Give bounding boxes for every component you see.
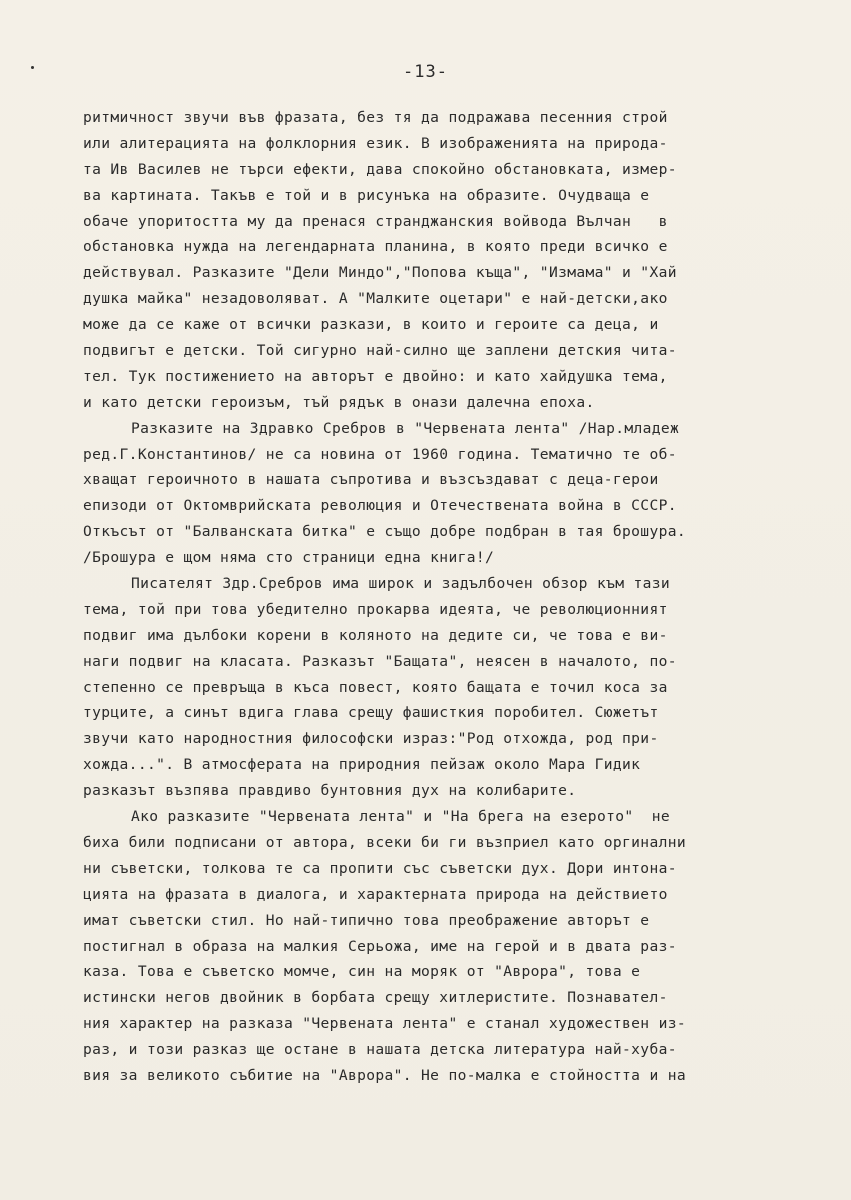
text-line: степенно се превръща в къса повест, която бащата е точил коса за [83, 678, 668, 696]
text-line: хожда...". В атмосферата на природния пейзаж около Мара Гидик [83, 756, 641, 774]
text-line: /Брошура е щом няма сто страници една книга!/ [83, 549, 495, 567]
text-line: цията на фразата в диалога, и характерната природа на действието [83, 885, 668, 903]
text-line: Откъсът от "Балванската битка" е също добре подбран в тая брошура. [83, 523, 686, 541]
text-line: ни съветски, толкова те са пропити със съветски дух. Дори интона- [83, 859, 677, 877]
text-line: биха били подписани от автора, всеки би ги възприел като оргинални [83, 833, 686, 851]
text-line: подвигът е детски. Той сигурно най-силно ще заплени детския чита- [83, 342, 677, 360]
text-line: наги подвиг на класата. Разказът "Бащата", неясен в началото, по- [83, 652, 677, 670]
text-line: звучи като народностния философски израз:"Род отхожда, род при- [83, 730, 659, 748]
text-line: турците, а синът вдига глава срещу фашисткия поробител. Сюжетът [83, 704, 659, 722]
text-line: постигнал в образа на малкия Серьожа, име на герой и в двата раз- [83, 937, 677, 955]
text-line: и като детски героизъм, тъй рядък в онази далечна епоха. [83, 393, 595, 411]
text-line: действувал. Разказите "Дели Миндо","Попова къща", "Измама" и "Хай [83, 264, 677, 282]
text-line: или алитерацията на фолклорния език. В изображенията на природа- [83, 134, 668, 152]
text-line: може да се каже от всички разкази, в които и героите са деца, и [83, 316, 659, 334]
text-line: душка майка" незадоволяват. А "Малките оцетари" е най-детски,ако [83, 290, 668, 308]
text-line: истински негов двойник в борбата срещу хитлеристите. Познавател- [83, 989, 668, 1007]
text-line: тема, той при това убедително прокарва идеята, че революционният [83, 600, 668, 618]
text-line: ритмичност звучи във фразата, без тя да подражава песенния строй [83, 109, 668, 126]
text-line: имат съветски стил. Но най-типично това преображение авторът е [83, 911, 650, 929]
text-line: подвиг има дълбоки корени в коляното на дедите си, че това е ви- [83, 626, 668, 644]
text-line: разказът възпява правдиво бунтовния дух на колибарите. [83, 782, 577, 800]
text-line: епизоди от Октомврийската революция и Отечествената война в СССР. [83, 497, 677, 515]
text-line: вия за великото събитие на "Аврора". Не по-малка е стойността и на [83, 1066, 686, 1084]
page-number: -13- [403, 62, 448, 82]
text-line: та Ив Василев не търси ефекти, дава спокойно обстановката, измер- [83, 160, 677, 178]
text-line: Писателят Здр.Сребров има широк и задълбочен обзор към тази [131, 575, 671, 593]
text-line: Разказите на Здравко Сребров в "Червената лента" /Нар.младеж [131, 419, 680, 437]
text-line: ва картината. Такъв е той и в рисунъка на образите. Очудваща е [83, 186, 650, 204]
text-line: ния характер на разказа "Червената лента" е станал художествен из- [83, 1015, 686, 1033]
text-line: обаче упоритостта му да пренася странджанския войвода Вълчан в [83, 212, 668, 230]
text-line: раз, и този разказ ще остане в нашата детска литература най-хуба- [83, 1041, 677, 1059]
text-line: каза. Това е съветско момче, син на моряк от "Аврора", това е [83, 963, 641, 981]
text-line: хващат героичното в нашата съпротива и възсъздават с деца-герои [83, 471, 659, 489]
text-line: Ако разказите "Червената лента" и "На брега на езерото" не [131, 808, 671, 826]
text-line: ред.Г.Константинов/ не са новина от 1960 година. Тематично те об- [83, 445, 677, 463]
page-text-body [83, 105, 803, 1089]
text-line: тел. Тук постижението на авторът е двойно: и като хайдушка тема, [83, 367, 668, 385]
text-line: обстановка нужда на легендарната планина, в която преди всичко е [83, 238, 668, 256]
